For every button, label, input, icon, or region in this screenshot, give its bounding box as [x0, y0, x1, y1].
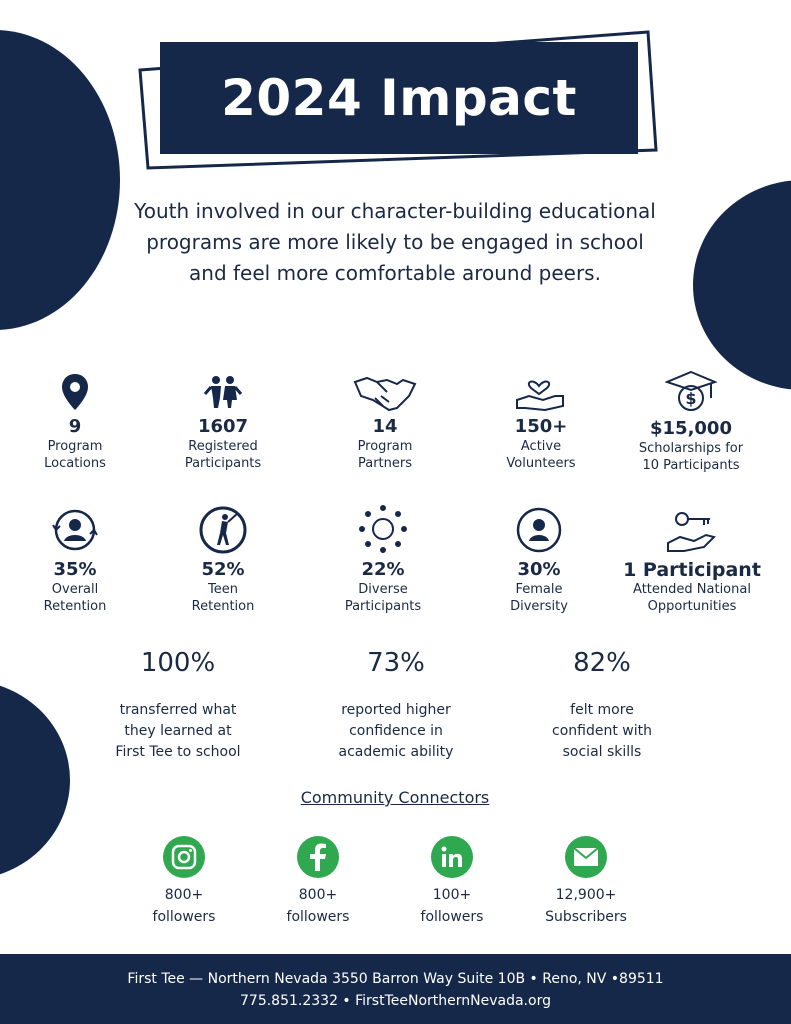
key-hand-icon: [664, 505, 720, 555]
social-count: 800+: [164, 887, 204, 903]
social-label: followers: [286, 909, 350, 925]
handshake-icon: [353, 372, 417, 412]
svg-text:$: $: [685, 389, 697, 408]
outcome-text: First Tee to school: [115, 744, 241, 760]
decorative-circle-right: [693, 180, 791, 390]
stat-number: $15,000: [650, 418, 732, 439]
stat-number: 14: [372, 416, 398, 437]
kids-icon: [203, 372, 243, 412]
footer-address: First Tee — Northern Nevada 3550 Barron Way Suite 10B • Reno, NV •89511: [127, 971, 664, 987]
stat-diverse-participants: [308, 503, 458, 615]
stat-label: Overall: [51, 582, 99, 597]
outcome-percent: 82%: [573, 648, 631, 678]
outcome-text: they learned at: [124, 723, 232, 739]
decorative-circle-bottom-left: [0, 680, 70, 880]
stat-number: 30%: [517, 559, 561, 580]
community-connectors-heading: Community Connectors: [300, 788, 490, 807]
female-icon: [514, 505, 564, 555]
stat-scholarships: [616, 370, 766, 474]
stat-label: Participants: [344, 599, 422, 614]
stat-female-diversity: [464, 505, 614, 615]
outcome-text: confidence in: [349, 723, 443, 739]
stat-label: Partners: [357, 456, 413, 471]
facebook-icon[interactable]: [297, 836, 339, 878]
footer-contact[interactable]: 775.851.2332 • FirstTeeNorthernNevada.org: [240, 993, 551, 1009]
stat-label: Participants: [184, 456, 262, 471]
social-email[interactable]: [526, 836, 646, 928]
social-label: followers: [152, 909, 216, 925]
map-pin-icon: [60, 372, 90, 412]
stat-national-opportunities: [612, 505, 772, 615]
stat-label: Retention: [43, 599, 107, 614]
stat-label: 10 Participants: [642, 458, 740, 473]
outcome-text: confident with: [552, 723, 652, 739]
stat-program-locations: [0, 372, 150, 472]
stat-registered-participants: [148, 372, 298, 472]
stat-number: 35%: [53, 559, 97, 580]
diverse-people-icon: [357, 503, 409, 555]
stat-number: 1607: [197, 416, 249, 437]
graduation-money-icon: [665, 370, 717, 414]
title-banner: [160, 42, 638, 154]
stat-label: Volunteers: [506, 456, 576, 471]
stat-label: Locations: [44, 456, 106, 471]
social-count: 100+: [432, 887, 472, 903]
outcome-text: social skills: [562, 744, 642, 760]
stat-overall-retention: [0, 505, 150, 615]
social-count: 12,900+: [555, 887, 617, 903]
stat-label: Program: [357, 439, 413, 454]
outcome-text: transferred what: [119, 702, 237, 718]
social-linkedin[interactable]: [392, 836, 512, 928]
decorative-circle-top-left: [0, 30, 120, 330]
stat-program-partners: [310, 372, 460, 472]
stat-label: Female: [515, 582, 563, 597]
email-icon[interactable]: [565, 836, 607, 878]
stat-number: 52%: [201, 559, 245, 580]
stat-teen-retention: [148, 505, 298, 615]
linkedin-icon[interactable]: [431, 836, 473, 878]
stat-number: 150+: [514, 416, 568, 437]
stat-label: Active: [520, 439, 562, 454]
footer: [0, 954, 791, 1024]
stat-number: 22%: [361, 559, 405, 580]
outcome-text: felt more: [570, 702, 634, 718]
instagram-icon[interactable]: [163, 836, 205, 878]
outcome-text: academic ability: [338, 744, 454, 760]
stat-label: Registered: [188, 439, 258, 454]
outcome-percent: 73%: [367, 648, 425, 678]
heart-hand-icon: [515, 372, 567, 412]
stat-label: Opportunities: [647, 599, 737, 614]
social-facebook[interactable]: [258, 836, 378, 928]
social-instagram[interactable]: [124, 836, 244, 928]
stat-label: Scholarships for: [638, 441, 744, 456]
social-count: 800+: [298, 887, 338, 903]
page-title: 2024 Impact: [221, 69, 577, 127]
stat-label: Program: [47, 439, 103, 454]
stat-label: Diverse: [358, 582, 408, 597]
stat-label: Diversity: [510, 599, 568, 614]
golfer-icon: [198, 505, 248, 555]
outcome-text: reported higher: [341, 702, 451, 718]
outcome-social-skills: [502, 648, 702, 763]
outcome-percent: 100%: [140, 648, 216, 678]
outcome-academic-confidence: [296, 648, 496, 763]
social-label: followers: [420, 909, 484, 925]
social-label: Subscribers: [545, 909, 627, 925]
stat-label: Teen: [208, 582, 238, 597]
stat-label: Attended National: [633, 582, 751, 597]
intro-text: Youth involved in our character-building educational programs are more likely to be engaged in school and feel more comfortable around peers.: [134, 199, 656, 285]
stat-number: 9: [68, 416, 82, 437]
outcome-school: [78, 648, 278, 763]
person-cycle-icon: [50, 505, 100, 555]
stat-label: Retention: [191, 599, 255, 614]
stat-active-volunteers: [466, 372, 616, 472]
stat-number: 1 Participant: [623, 559, 761, 581]
